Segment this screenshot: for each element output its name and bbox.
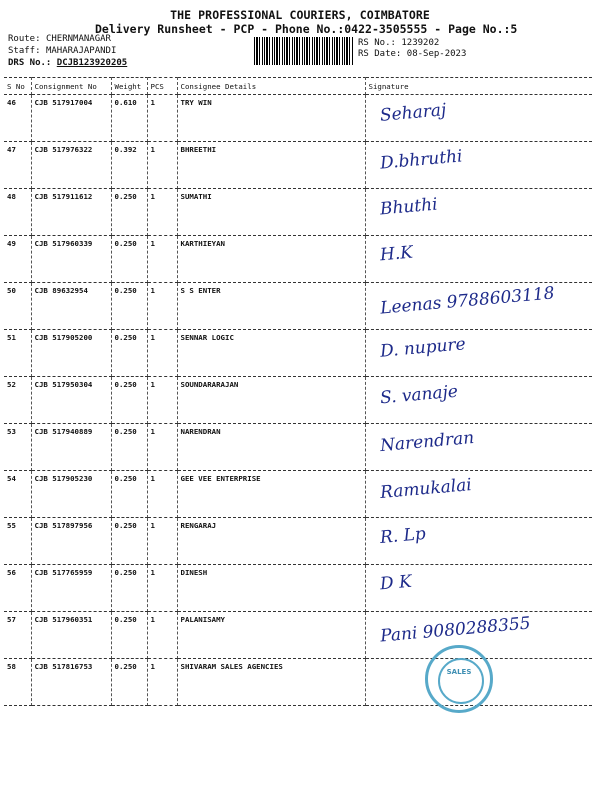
cell-pcs: 1 [147, 518, 177, 565]
cell-consignee: NARENDRAN [177, 424, 365, 471]
cell-pcs: 1 [147, 377, 177, 424]
cell-sno: 58 [4, 659, 31, 706]
cell-consignee: KARTHIEYAN [177, 236, 365, 283]
cell-consignee: SOUNDARARAJAN [177, 377, 365, 424]
cell-consignment-no: CJB 517940889 [31, 424, 111, 471]
cell-consignment-no: CJB 89632954 [31, 283, 111, 330]
cell-weight: 0.250 [111, 612, 147, 659]
col-header-consignment: Consignment No [31, 78, 111, 95]
stamp-label: SALES [446, 668, 472, 676]
cell-pcs: 1 [147, 424, 177, 471]
table-row [4, 189, 592, 236]
table-row [4, 95, 592, 142]
cell-weight: 0.250 [111, 377, 147, 424]
staff-value: MAHARAJAPANDI [45, 46, 117, 56]
cell-signature [365, 424, 592, 471]
table-header-row [4, 78, 592, 95]
table-body [4, 95, 592, 706]
cell-pcs: 1 [147, 659, 177, 706]
cell-consignment-no: CJB 517765959 [31, 565, 111, 612]
cell-consignee: RENGARAJ [177, 518, 365, 565]
table-row [4, 471, 592, 518]
handwritten-signature: D. nupure [378, 334, 466, 362]
cell-signature [365, 565, 592, 612]
company-title: THE PROFESSIONAL COURIERS, COIMBATORE [170, 8, 430, 22]
drs-line [8, 58, 127, 68]
cell-weight: 0.250 [111, 236, 147, 283]
cell-consignment-no: CJB 517816753 [31, 659, 111, 706]
col-header-pcs: PCS [147, 78, 177, 95]
handwritten-signature: Ramukalai [378, 475, 473, 503]
runsheet-subtitle: Delivery Runsheet - PCP - Phone No.:0422-3505555 - Page No.:5 [95, 22, 518, 36]
table-row [4, 565, 592, 612]
cell-weight: 0.250 [111, 424, 147, 471]
cell-pcs: 1 [147, 189, 177, 236]
cell-signature [365, 330, 592, 377]
handwritten-signature: D.bhruthi [378, 146, 463, 174]
cell-consignee: PALANISAMY [177, 612, 365, 659]
stamp-inner-ring [438, 658, 484, 704]
cell-weight: 0.250 [111, 471, 147, 518]
cell-sno: 47 [4, 142, 31, 189]
cell-signature [365, 142, 592, 189]
table-row [4, 659, 592, 706]
handwritten-signature: H.K [378, 242, 414, 266]
rs-no-line [358, 38, 439, 48]
cell-weight: 0.250 [111, 283, 147, 330]
cell-consignment-no: CJB 517897956 [31, 518, 111, 565]
cell-consignment-no: CJB 517960339 [31, 236, 111, 283]
handwritten-signature: Leenas 9788603118 [378, 283, 555, 319]
cell-signature [365, 95, 592, 142]
cell-pcs: 1 [147, 330, 177, 377]
cell-signature [365, 283, 592, 330]
cell-sno: 56 [4, 565, 31, 612]
cell-sno: 49 [4, 236, 31, 283]
table-row [4, 330, 592, 377]
drs-value: DCJB123920205 [56, 58, 128, 68]
table-row [4, 142, 592, 189]
cell-pcs: 1 [147, 612, 177, 659]
table-row [4, 236, 592, 283]
cell-weight: 0.250 [111, 659, 147, 706]
cell-sno: 52 [4, 377, 31, 424]
cell-weight: 0.250 [111, 518, 147, 565]
cell-consignee: SENNAR LOGIC [177, 330, 365, 377]
cell-sno: 50 [4, 283, 31, 330]
cell-signature [365, 377, 592, 424]
runsheet-table [4, 77, 592, 706]
rs-no-label: RS No.: [358, 38, 396, 48]
cell-pcs: 1 [147, 283, 177, 330]
rs-date-line [358, 49, 466, 59]
cell-consignee: SHIVARAM SALES AGENCIES [177, 659, 365, 706]
cell-weight: 0.250 [111, 565, 147, 612]
handwritten-signature: R. Lp [378, 524, 427, 548]
table-row [4, 424, 592, 471]
cell-sno: 48 [4, 189, 31, 236]
cell-pcs: 1 [147, 565, 177, 612]
table-row [4, 283, 592, 330]
cell-consignment-no: CJB 517905200 [31, 330, 111, 377]
cell-consignment-no: CJB 517917004 [31, 95, 111, 142]
table-row [4, 518, 592, 565]
handwritten-signature: S. vanaje [378, 381, 459, 409]
handwritten-signature: Bhuthi [378, 194, 438, 220]
handwritten-signature: Seharaj [378, 100, 447, 126]
col-header-weight: Weight [111, 78, 147, 95]
cell-pcs: 1 [147, 95, 177, 142]
rs-date-value: 08-Sep-2023 [406, 49, 467, 59]
cell-sno: 53 [4, 424, 31, 471]
barcode [254, 37, 354, 65]
cell-signature [365, 189, 592, 236]
company-stamp [425, 645, 493, 713]
cell-sno: 51 [4, 330, 31, 377]
staff-label: Staff: [8, 46, 41, 56]
cell-signature [365, 471, 592, 518]
cell-consignee: BHREETHI [177, 142, 365, 189]
cell-weight: 0.610 [111, 95, 147, 142]
cell-signature [365, 236, 592, 283]
cell-consignment-no: CJB 517976322 [31, 142, 111, 189]
cell-consignee: S S ENTER [177, 283, 365, 330]
handwritten-signature: Pani 9080288355 [378, 613, 531, 647]
col-header-signature: Signature [365, 78, 592, 95]
col-header-consignee: Consignee Details [177, 78, 365, 95]
cell-consignee: GEE VEE ENTERPRISE [177, 471, 365, 518]
cell-pcs: 1 [147, 236, 177, 283]
cell-sno: 55 [4, 518, 31, 565]
cell-consignment-no: CJB 517950304 [31, 377, 111, 424]
cell-pcs: 1 [147, 471, 177, 518]
cell-signature [365, 518, 592, 565]
cell-consignment-no: CJB 517960351 [31, 612, 111, 659]
cell-consignee: SUMATHI [177, 189, 365, 236]
cell-consignee: TRY WIN [177, 95, 365, 142]
cell-weight: 0.250 [111, 189, 147, 236]
rs-no-value: 1239202 [401, 38, 440, 48]
cell-pcs: 1 [147, 142, 177, 189]
route-value: CHERNMANAGAR [45, 34, 111, 44]
col-header-sno: S No [4, 78, 31, 95]
drs-label: DRS No.: [8, 58, 52, 68]
staff-line [8, 46, 116, 56]
cell-sno: 57 [4, 612, 31, 659]
handwritten-signature: Narendran [378, 427, 475, 457]
cell-weight: 0.392 [111, 142, 147, 189]
cell-sno: 46 [4, 95, 31, 142]
handwritten-signature: D K [378, 571, 413, 595]
cell-sno: 54 [4, 471, 31, 518]
route-label: Route: [8, 34, 41, 44]
route-line [8, 34, 111, 44]
table-row [4, 612, 592, 659]
cell-consignee: DINESH [177, 565, 365, 612]
cell-consignment-no: CJB 517911612 [31, 189, 111, 236]
cell-weight: 0.250 [111, 330, 147, 377]
rs-date-label: RS Date: [358, 49, 402, 59]
cell-consignment-no: CJB 517905230 [31, 471, 111, 518]
table-row [4, 377, 592, 424]
